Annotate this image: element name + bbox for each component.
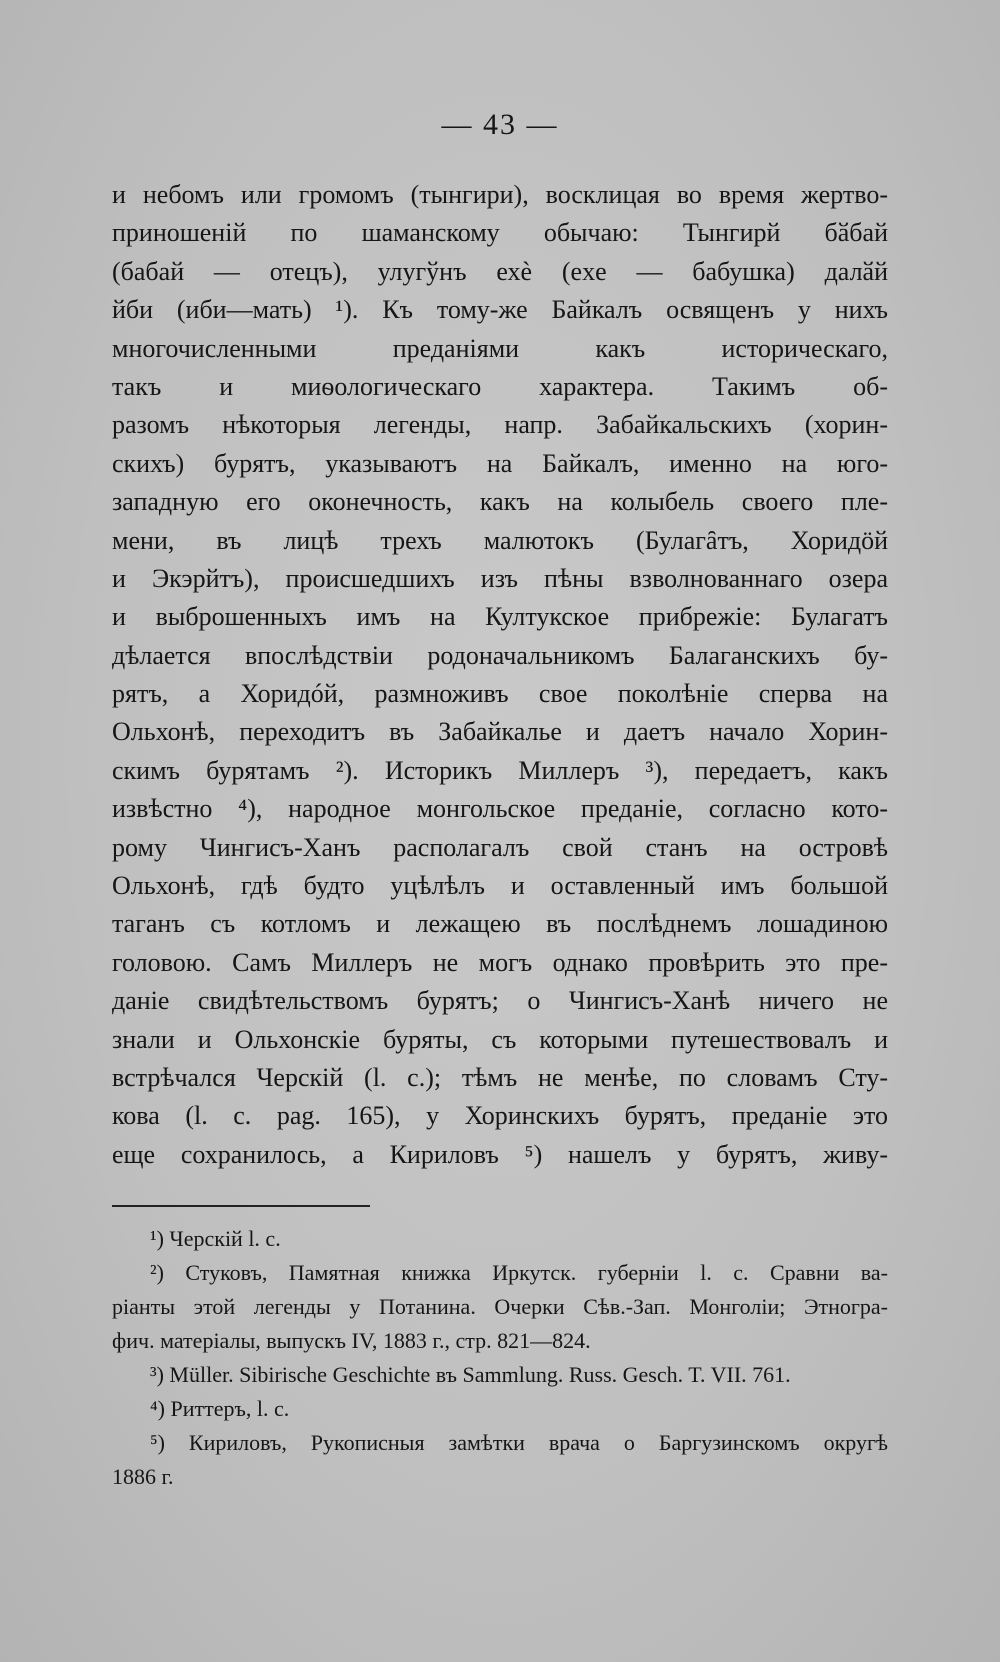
text-line: йби (иби—мать) ¹). Къ тому-же Байкалъ освященъ у нихъ (112, 295, 888, 325)
text-line: рому Чингисъ-Ханъ располагалъ свой станъ на островѣ (112, 832, 888, 862)
footnote-line: ³) Müller. Sibirische Geschichte въ Sammlung. Russ. Gesch. T. VII. 761. (150, 1362, 791, 1387)
text-line: знали и Ольхонскіе буряты, съ которыми путешествовалъ и (112, 1024, 888, 1054)
text-line: такъ и миѳологическаго характера. Такимъ об- (112, 371, 888, 401)
text-line: еще сохранилось, а Кириловъ ⁵) нашелъ у бурятъ, живу- (112, 1139, 888, 1169)
main-text (112, 176, 888, 1174)
text-line: головою. Самъ Миллеръ не могъ однако провѣрить это пре- (112, 947, 888, 977)
text-line: скимъ бурятамъ ²). Историкъ Миллеръ ³), передаетъ, какъ (112, 755, 888, 785)
footnote-line: ріанты этой легенды у Потанина. Очерки Сѣв.-Зап. Монголіи; Этногра- (112, 1294, 888, 1319)
text-line: даніе свидѣтельствомъ бурятъ; о Чингисъ-Ханѣ ничего не (112, 986, 888, 1016)
footnotes (112, 1222, 888, 1494)
text-line: (бабай — отецъ), улугўнъ ехѐ (exe — бабушка) далӑй (112, 256, 888, 286)
text-line: кова (l. c. pag. 165), у Хоринскихъ бурятъ, преданіе это (112, 1101, 888, 1131)
text-line: Ольхонѣ, переходитъ въ Забайкалье и даетъ начало Хорин- (112, 717, 888, 747)
footnote-line: ¹) Черскій l. c. (150, 1226, 281, 1251)
footnote-line: ⁴) Риттеръ, l. c. (150, 1396, 290, 1421)
footnote-line: 1886 г. (112, 1464, 174, 1489)
text-line: многочисленными преданіями какъ историческаго, (112, 333, 888, 363)
page-number: — 43 — (441, 108, 559, 141)
text-line: таганъ съ котломъ и лежащею въ послѣднемъ лошадиною (112, 909, 888, 939)
text-line: встрѣчался Черскій (l. c.); тѣмъ не менѣе, по словамъ Сту- (112, 1062, 888, 1092)
text-line: и выброшенныхъ имъ на Култукское прибрежіе: Булагатъ (112, 602, 888, 632)
text-line: Ольхонѣ, гдѣ будто уцѣлѣлъ и оставленный имъ большой (112, 871, 888, 901)
text-line: и небомъ или громомъ (тынгири), восклицая во время жертво- (112, 180, 888, 209)
text-line: разомъ нѣкоторыя легенды, напр. Забайкальскихъ (хорин- (112, 410, 888, 440)
text-line: скихъ) бурятъ, указываютъ на Байкалъ, именно на юго- (112, 448, 888, 478)
text-line: извѣстно ⁴), народное монгольское преданіе, согласно кото- (112, 794, 888, 824)
footnote-divider (112, 1205, 370, 1207)
footnote-line: ²) Стуковъ, Памятная книжка Иркутск. губерніи l. c. Сравни ва- (150, 1260, 888, 1285)
text-line: приношеній по шаманскому обычаю: Тынгирй бӑбай (112, 218, 888, 248)
text-line: западную его оконечность, какъ на колыбель своего пле- (112, 487, 888, 517)
text-line: и Экэрйтъ), происшедшихъ изъ пѣны взволнованнаго озера (112, 563, 888, 593)
text-line: рятъ, а Хоридóй, размноживъ свое поколѣніе сперва на (112, 679, 888, 709)
footnote-line: фич. матеріалы, выпускъ IV, 1883 г., стр. 821—824. (112, 1328, 591, 1353)
footnote-line: ⁵) Кириловъ, Рукописныя замѣтки врача о Баргузинскомъ округѣ (150, 1430, 888, 1455)
text-line: дѣлается впослѣдствіи родоначальникомъ Балаганскихъ бу- (112, 640, 888, 670)
text-line: мени, въ лицѣ трехъ малютокъ (Булагȃтъ, Хоридӧй (112, 525, 888, 555)
